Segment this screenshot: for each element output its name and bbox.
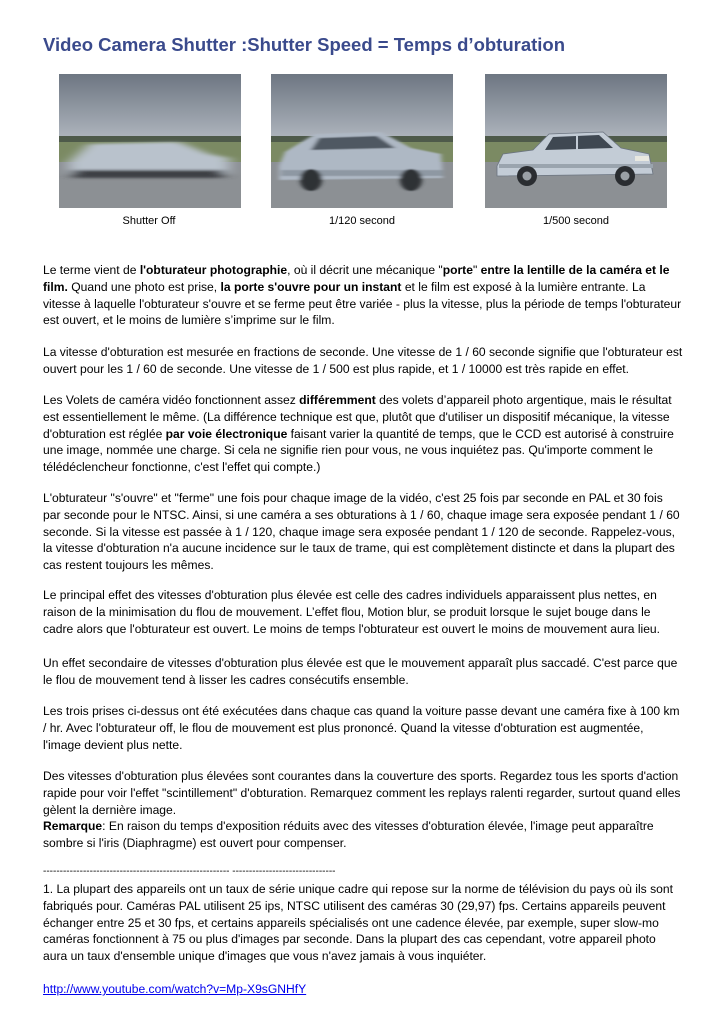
- paragraph-7: [43, 703, 683, 753]
- paragraph-text: Les trois prises ci-dessus ont été exécutées dans chaque cas quand la voiture passe devant une caméra fixe à 100 km / hr. Avec l'obturateur off, le flou de mouvement est plus prononcé. Quand la vitesse d'obturation est augmentée, l'image devient plus nette.: [43, 704, 680, 752]
- paragraph-1: [43, 262, 683, 329]
- bold-span: la porte s'ouvre pour un instant: [220, 279, 402, 294]
- bold-span: entre la lentille de la caméra et le film.: [43, 263, 670, 294]
- paragraph-text: Le principal effet des vitesses d'obturation plus élevée est celle des cadres individuels apparaissent plus nettes, en raison de la minimisation du flou de mouvement. L’effet flou, Motion blur, se produit lorsque le sujet bouge dans le cadre alors que l'obturateur est ouvert. Le moins de temps l'obturateur est ouvert le moins de mouvement aura lieu.: [43, 588, 661, 636]
- text-span: ": [472, 263, 481, 277]
- text-span: faisant varier la quantité de temps, que le CCD est autorisé à construire une image, nommée une charge. Si cela ne signifie rien pour vous, ne vous inquiétez pas. Qu'importe comment le télédéclencheur fonctionne, c'est l'effet qui compte.): [43, 426, 674, 475]
- text-span: , où il décrit une mécanique ": [287, 263, 443, 277]
- page-title: Video Camera Shutter :Shutter Speed = Temps d’obturation: [43, 34, 566, 55]
- paragraph-text: La vitesse d'obturation est mesurée en fractions de seconde. Une vitesse de 1 / 60 seconde signifie que l'obturateur est ouvert pour les 1 / 60 de seconde. Une vitesse de 1 / 500 est plus rapide, et 1 / 10000 est très rapide en effet.: [43, 345, 683, 376]
- photo-shutter-off: [59, 74, 241, 208]
- car-image-blurred: [59, 74, 241, 208]
- text-span: des volets d’appareil photo argentique, mais le résultat est essentiellement le même. (La différence technique est que, plutôt que d'utiliser un dispositif mécanique, la vitesse d'obturation est réglée: [43, 393, 672, 441]
- paragraph-5: [43, 587, 683, 637]
- caption-1-120: 1/120 second: [328, 215, 396, 227]
- caption-1-500: 1/500 second: [542, 215, 610, 227]
- remark-label: Remarque: [43, 819, 103, 834]
- youtube-link[interactable]: http://www.youtube.com/watch?v=Mp-X9sGNHfY: [43, 982, 307, 996]
- bold-span: l'obturateur photographie: [139, 263, 288, 277]
- paragraph-text: L'obturateur "s'ouvre" et "ferme" une fois pour chaque image de la vidéo, c'est 25 fois par seconde en PAL et 30 fois par seconde pour le NTSC. Ainsi, si une caméra a ses obturations à 1 / 60, chaque image sera exposée pendant 1 / 60 seconde. Si la vitesse est passée à 1 / 120, chaque image sera exposée pendant 1 / 120 de seconde. Rappelez-vous, la vitesse d'obturation n'a aucune incidence sur le taux de trame, qui est complètement distincte et dans la plupart des cas restent toujours les mêmes.: [43, 491, 680, 573]
- bold-span: par voie électronique: [165, 426, 288, 441]
- footnote: [43, 881, 683, 965]
- car-image-slight-blur: [271, 74, 453, 208]
- text-span: et le film est exposé à la lumière entrante. La vitesse à laquelle l'obturateur s'ouvre et se ferme peut être variée - plus la vitesse, plus la période de temps l'obturateur est ouvert, et le moins de lumière s’imprime sur le film.: [43, 279, 682, 328]
- text-span: Le terme vient de: [43, 263, 140, 277]
- bold-span: différemment: [299, 393, 376, 407]
- paragraph-6: [43, 655, 683, 689]
- footnote-text: 1. La plupart des appareils ont un taux de série unique cadre qui repose sur la norme de télévision du pays où ils sont fabriqués pour. Caméras PAL utilisent 25 ips, NTSC utilisent des caméras 30 (29,97) fps. Certains appareils peuvent échanger entre 25 et 30 fps, et certains appareils spécialisés ont une cadence élevée, par exemple, super slow-mo caméras fonctionnent à 75 ou plus d'images par seconde. Dans la plupart des cas cependant, votre appareil photo aura un taux d'ensemble unique d'images que vous n'avez jamais à vous inquiéter.: [43, 882, 673, 964]
- paragraph-3: [43, 392, 683, 476]
- remark: [43, 818, 683, 852]
- paragraph-text: Des vitesses d'obturation plus élevées sont courantes dans la couverture des sports. Regardez tous les sports d'action rapide pour voir l'effet "scintillement" d'obturation. Remarquez comment les replays ralenti regarder, surtout quand elles gèlent la dernière image.: [43, 769, 681, 817]
- paragraph-8: [43, 768, 683, 852]
- paragraph-2: [43, 344, 683, 378]
- text-span: Les Volets de caméra vidéo fonctionnent assez: [43, 393, 300, 407]
- car-image-sharp: [485, 74, 667, 208]
- caption-shutter-off: Shutter Off: [122, 215, 176, 227]
- photo-1-500: [485, 74, 667, 208]
- photo-1-120: [271, 74, 453, 208]
- separator-line: -------------------------------------------------------- -------------------------------: [43, 866, 336, 877]
- text-span: Quand une photo est prise,: [67, 279, 221, 294]
- paragraph-text: Un effet secondaire de vitesses d'obturation plus élevée est que le mouvement apparaît plus saccadé. C'est parce que le flou de mouvement tend à lisser les cadres consécutifs ensemble.: [43, 656, 678, 687]
- paragraph-4: [43, 490, 683, 574]
- bold-span: porte: [442, 263, 473, 277]
- text-span: : En raison du temps d'exposition réduits avec des vitesses d'obturation élevée, l'image peut apparaître sombre si l'iris (Diaphragme) est ouvert pour compenser.: [43, 819, 654, 851]
